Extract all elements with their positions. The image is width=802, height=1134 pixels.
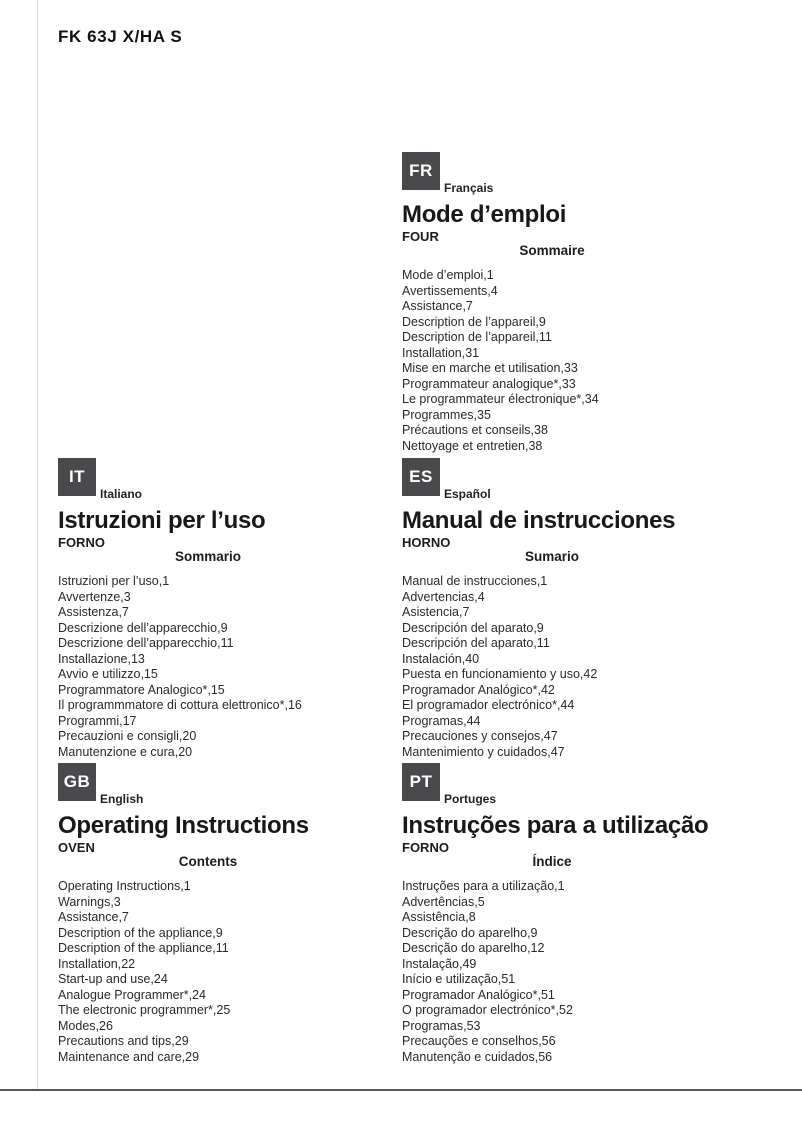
toc-item: Mise en marche et utilisation,33 xyxy=(402,361,578,375)
toc-item: Istruzioni per l’uso,1 xyxy=(58,574,170,588)
section-title: Manual de instrucciones xyxy=(402,507,676,534)
section-english xyxy=(58,763,394,1065)
language-badge-row xyxy=(58,458,394,501)
toc-item: Instalação,49 xyxy=(402,956,477,971)
toc-item: Programmateur analogique*,33 xyxy=(402,376,576,391)
language-badge-gb: GB xyxy=(58,763,96,801)
language-badge-row xyxy=(402,458,738,501)
toc-item: Instalación,40 xyxy=(402,651,480,666)
toc-list xyxy=(402,879,738,1065)
toc-item: El programador electrónico*,44 xyxy=(402,698,575,712)
bottom-page-rule xyxy=(0,1089,802,1091)
toc-item: Precauciones y consejos,47 xyxy=(402,729,558,743)
toc-list xyxy=(58,574,394,760)
toc-item: Installation,22 xyxy=(58,956,136,971)
toc-item: The electronic programmer*,25 xyxy=(58,1003,231,1017)
toc-item: Operating Instructions,1 xyxy=(58,879,191,893)
section-french xyxy=(402,152,738,454)
toc-item: Description de l’appareil,11 xyxy=(402,330,552,344)
toc-item: Avertissements,4 xyxy=(402,283,498,298)
toc-item: Manutenzione e cura,20 xyxy=(58,744,193,759)
language-badge-row xyxy=(58,763,394,806)
toc-item: Description of the appliance,11 xyxy=(58,941,229,955)
toc-item: Manutenção e cuidados,56 xyxy=(402,1049,553,1064)
section-title: Istruzioni per l’uso xyxy=(58,507,266,534)
toc-item: Asistencia,7 xyxy=(402,605,470,619)
toc-item: Assistenza,7 xyxy=(58,605,129,619)
toc-item: Avvertenze,3 xyxy=(58,589,131,604)
toc-item: Descrizione dell’apparecchio,11 xyxy=(58,636,234,650)
toc-list xyxy=(402,574,738,760)
language-label: Italiano xyxy=(100,487,143,501)
toc-item: Description de l’appareil,9 xyxy=(402,314,546,329)
toc-heading: Índice xyxy=(532,854,572,869)
toc-item: Advertencias,4 xyxy=(402,589,485,604)
left-margin-rule xyxy=(37,0,38,1090)
toc-item: Início e utilização,51 xyxy=(402,972,516,986)
toc-heading: Contents xyxy=(178,854,238,869)
toc-item: Assistência,8 xyxy=(402,910,476,924)
toc-item: Analogue Programmer*,24 xyxy=(58,987,206,1002)
toc-item: Assistance,7 xyxy=(402,299,473,313)
toc-item: Precautions and tips,29 xyxy=(58,1034,189,1048)
section-spanish xyxy=(402,458,738,760)
toc-item: Programas,44 xyxy=(402,713,481,728)
toc-item: Nettoyage et entretien,38 xyxy=(402,438,543,453)
toc-item: Descripción del aparato,11 xyxy=(402,636,550,650)
toc-item: Modes,26 xyxy=(58,1018,113,1033)
toc-item: Precauções e conselhos,56 xyxy=(402,1034,556,1048)
toc-item: Il programmmatore di cottura elettronico*,16 xyxy=(58,698,302,712)
toc-item: Manual de instrucciones,1 xyxy=(402,574,548,588)
toc-list xyxy=(402,268,738,454)
language-badge-row xyxy=(402,763,738,806)
appliance-label: FORNO xyxy=(402,840,449,855)
language-badge-es: ES xyxy=(402,458,440,496)
model-title: FK 63J X/HA S xyxy=(58,27,183,46)
toc-item: Le programmateur électronique*,34 xyxy=(402,392,599,406)
language-label: English xyxy=(100,792,144,806)
toc-item: Precauzioni e consigli,20 xyxy=(58,729,197,743)
toc-item: O programador electrónico*,52 xyxy=(402,1003,573,1017)
toc-list xyxy=(58,879,394,1065)
appliance-label: FOUR xyxy=(402,229,439,244)
toc-item: Descrizione dell’apparecchio,9 xyxy=(58,620,228,635)
toc-heading: Sumario xyxy=(524,549,579,564)
section-title: Operating Instructions xyxy=(58,812,309,839)
appliance-label: FORNO xyxy=(58,535,105,550)
toc-item: Maintenance and care,29 xyxy=(58,1049,200,1064)
toc-item: Précautions et conseils,38 xyxy=(402,423,548,437)
language-badge-fr: FR xyxy=(402,152,440,190)
toc-item: Programador Analógico*,51 xyxy=(402,987,555,1002)
toc-item: Assistance,7 xyxy=(58,910,129,924)
toc-item: Installazione,13 xyxy=(58,651,145,666)
section-italian xyxy=(58,458,394,760)
language-label: Français xyxy=(444,181,494,195)
toc-item: Warnings,3 xyxy=(58,894,121,909)
toc-item: Descripción del aparato,9 xyxy=(402,620,544,635)
appliance-label: OVEN xyxy=(58,840,95,855)
language-label: Español xyxy=(444,487,491,501)
appliance-label: HORNO xyxy=(402,535,451,550)
toc-item: Programas,53 xyxy=(402,1018,481,1033)
section-title: Mode d’emploi xyxy=(402,201,567,228)
toc-item: Descrição do aparelho,12 xyxy=(402,941,545,955)
toc-item: Start-up and use,24 xyxy=(58,972,168,986)
toc-item: Avvio e utilizzo,15 xyxy=(58,667,158,681)
toc-item: Mantenimiento y cuidados,47 xyxy=(402,744,565,759)
language-badge-pt: PT xyxy=(402,763,440,801)
section-portuguese xyxy=(402,763,738,1065)
language-badge-it: IT xyxy=(58,458,96,496)
toc-item: Programmatore Analogico*,15 xyxy=(58,682,225,697)
toc-item: Mode d’emploi,1 xyxy=(402,268,494,282)
section-title: Instruções para a utilização xyxy=(402,812,709,839)
toc-item: Programador Analógico*,42 xyxy=(402,682,555,697)
toc-item: Description of the appliance,9 xyxy=(58,925,223,940)
toc-item: Programmi,17 xyxy=(58,713,137,728)
toc-item: Programmes,35 xyxy=(402,407,491,422)
toc-item: Instruções para a utilização,1 xyxy=(402,879,565,893)
language-badge-row xyxy=(402,152,738,195)
toc-item: Descrição do aparelho,9 xyxy=(402,925,538,940)
toc-heading: Sommario xyxy=(174,549,242,564)
toc-item: Advertências,5 xyxy=(402,894,485,909)
toc-item: Installation,31 xyxy=(402,345,480,360)
toc-heading: Sommaire xyxy=(519,243,585,258)
language-label: Portuges xyxy=(444,792,497,806)
toc-item: Puesta en funcionamiento y uso,42 xyxy=(402,667,598,681)
